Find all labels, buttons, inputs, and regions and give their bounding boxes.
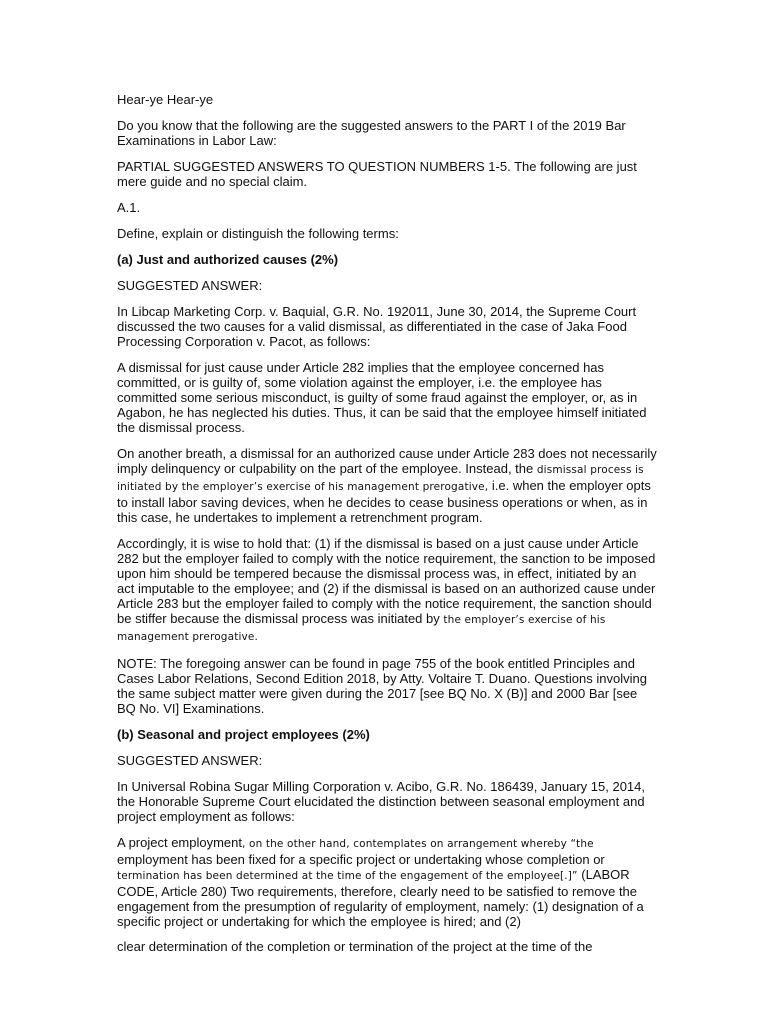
- quoted-text: the employer’s exercise of his management prerogative.: [117, 614, 606, 643]
- section-b-paragraph-1: In Universal Robina Sugar Milling Corporation v. Acibo, G.R. No. 186439, January 15, 2014, the Honorable Supreme Court elucidated the distinction between seasonal employment and project employment as follows:: [117, 779, 645, 824]
- section-b-heading: (b) Seasonal and project employees (2%): [117, 727, 370, 742]
- section-a-paragraph-2: A dismissal for just cause under Article 282 implies that the employee concerned has committed, or is guilty of, some violation against the employer, i.e. the employee has committed some serious misconduct, is guilty of some fraud against the employer, or, as in Agabon, he has neglected his duties. Thus, it can be said that the employee himself initiated the dismissal process.: [117, 360, 647, 435]
- quoted-text: termination has been determined at the time of the engagement of the employee[.]”: [117, 870, 578, 882]
- paragraph-text: Accordingly, it is wise to hold that: (1) if the dismissal is based on a just cause under Article 282 but the employer failed to comply with the notice requirement, the sanction to be imposed upon him should be tempered because the dismissal process was, in effect, initiated by an act imputable to the employee; and (2) if the dismissal is based on an authorized cause under Article 283 but the employer failed to comply with the notice requirement, the sanction should be stiffer because the dismissal process was initiated by: [117, 536, 656, 626]
- cut-off-line: [117, 929, 657, 954]
- document-page: [117, 92, 657, 954]
- partial-answers-heading: PARTIAL SUGGESTED ANSWERS TO QUESTION NUMBERS 1-5. The following are just mere guide and no special claim.: [117, 159, 637, 189]
- quoted-text: dismissal process is initiated by the employer’s exercise of his management prerogative,: [117, 464, 644, 493]
- instruction-paragraph: Define, explain or distinguish the following terms:: [117, 226, 399, 241]
- paragraph-text: On another breath, a dismissal for an authorized cause under Article 283 does not necessarily imply delinquency or culpability on the part of the employee. Instead, the: [117, 446, 657, 476]
- paragraph-text: A project employment: [117, 835, 243, 850]
- section-a-paragraph-1: In Libcap Marketing Corp. v. Baquial, G.R. No. 192011, June 30, 2014, the Supreme Court discussed the two causes for a valid dismissal, as differentiated in the case of Jaka Food Processing Corporation v. Pacot, as follows:: [117, 304, 637, 349]
- section-b-answer-label: SUGGESTED ANSWER:: [117, 753, 263, 768]
- section-a-paragraph-4: [117, 536, 657, 645]
- section-a-answer-label: SUGGESTED ANSWER:: [117, 278, 263, 293]
- quoted-text: , on the other hand, contemplates on arrangement whereby “the: [242, 838, 594, 850]
- paragraph-text: clear determination of the completion or termination of the project at the time of the: [117, 939, 593, 954]
- paragraph-text: (LABOR CODE, Article 280) Two requirements, therefore, clearly need to be satisfied to remove the engagement from the presumption of regularity of employment, namely: (1) designation of a specific project or undertaking for which the employee is hired; and (2): [117, 867, 644, 929]
- section-a-note: NOTE: The foregoing answer can be found in page 755 of the book entitled Principles and Cases Labor Relations, Second Edition 2018, by Atty. Voltaire T. Duano. Questions involving the same subject matter were given during the 2017 [see BQ No. X (B)] and 2000 Bar [see BQ No. VI] Examinations.: [117, 656, 647, 716]
- section-a-heading: (a) Just and authorized causes (2%): [117, 252, 339, 267]
- question-number: A.1.: [117, 200, 141, 215]
- intro-paragraph: Do you know that the following are the suggested answers to the PART I of the 2019 Bar Examinations in Labor Law:: [117, 118, 626, 148]
- paragraph-text: employment has been fixed for a specific project or undertaking whose completion or: [117, 852, 605, 867]
- section-b-paragraph-2: [117, 835, 657, 929]
- section-a-paragraph-3: [117, 446, 657, 525]
- paragraph-text: i.e. when the employer opts to install labor saving devices, when he decides to cease business operations or when, as in this case, he undertakes to implement a retrenchment program.: [117, 478, 651, 525]
- greeting: Hear-ye Hear-ye: [117, 92, 214, 107]
